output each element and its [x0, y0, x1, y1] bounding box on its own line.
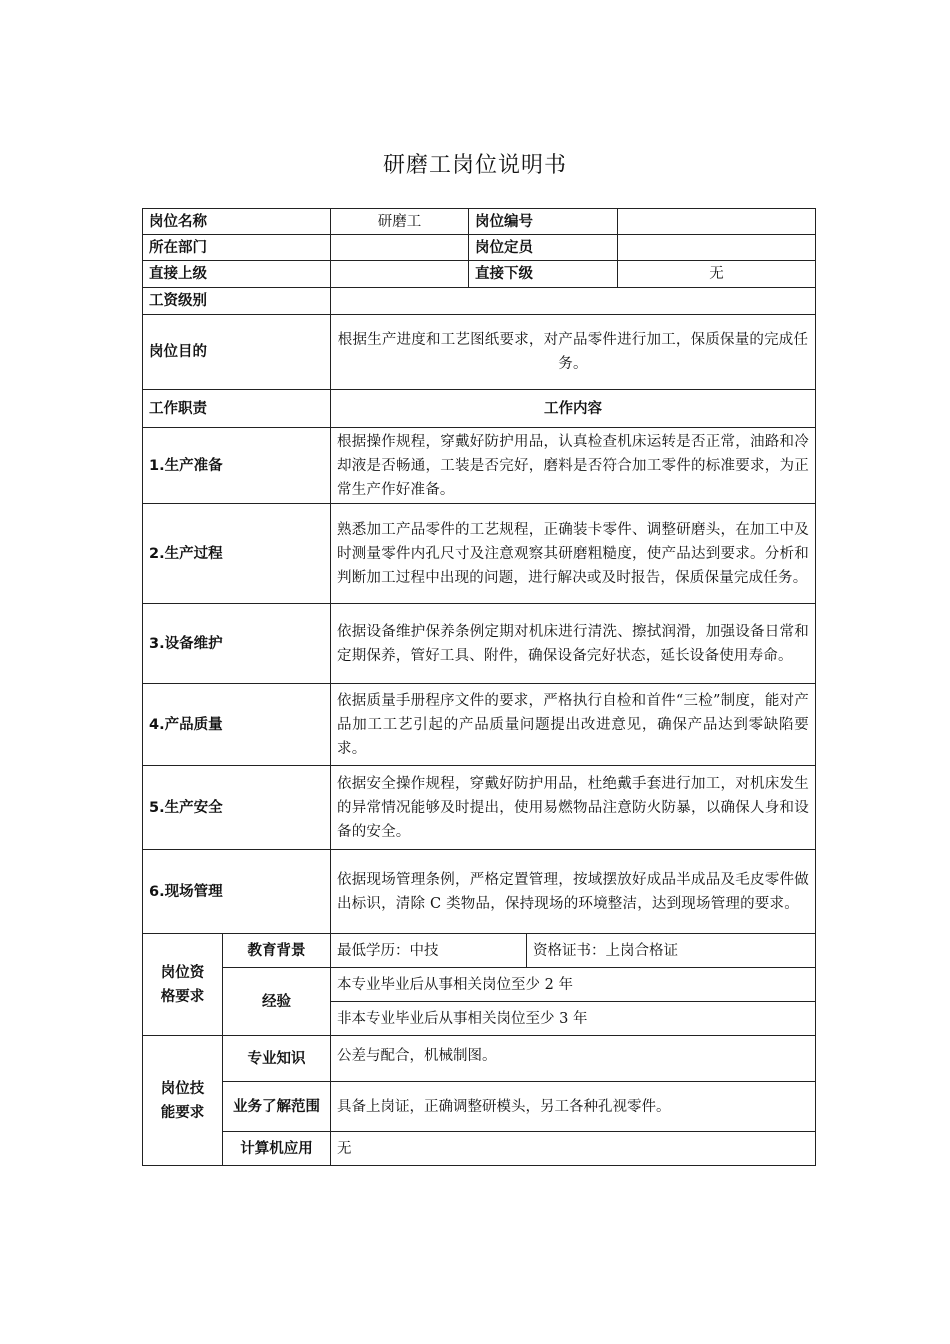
duty-text: 依据现场管理条例，严格定置管理，按域摆放好成品半成品及毛皮零件做出标识，清除 C 类物品，保持现场的环境整洁，达到现场管理的要求。	[331, 850, 816, 934]
certificate-value: 资格证书：上岗合格证	[527, 934, 816, 968]
knowledge-value: 公差与配合，机械制图。	[331, 1036, 816, 1082]
page-title: 研磨工岗位说明书	[382, 153, 567, 178]
purpose-text: 根据生产进度和工艺图纸要求，对产品零件进行加工，保质保量的完成任务。	[331, 315, 816, 390]
duty-row	[143, 604, 816, 684]
row-computer	[143, 1132, 816, 1166]
job-description-table	[142, 208, 816, 1166]
superior-value	[331, 261, 469, 288]
post-name-label: 岗位名称	[143, 209, 331, 235]
post-code-value	[618, 209, 816, 235]
duties-header-left: 工作职责	[143, 390, 331, 428]
duty-text: 熟悉加工产品零件的工艺规程，正确装卡零件、调整研磨头，在加工中及时测量零件内孔尺寸及注意观察其研磨粗糙度，使产品达到要求。分析和判断加工过程中出现的问题，进行解决或及时报告，保质保量完成任务。	[331, 504, 816, 604]
duty-row	[143, 504, 816, 604]
duty-label: 2.生产过程	[143, 504, 331, 604]
education-label: 教育背景	[223, 934, 331, 968]
duty-row	[143, 684, 816, 766]
experience-2: 非本专业毕业后从事相关岗位至少 3 年	[331, 1002, 816, 1036]
duty-text: 依据质量手册程序文件的要求，严格执行自检和首件“三检”制度，能对产品加工工艺引起的产品质量问题提出改进意见，确保产品达到零缺陷要求。	[331, 684, 816, 766]
experience-label: 经验	[223, 968, 331, 1036]
skills-label: 岗位技能要求	[143, 1036, 223, 1166]
knowledge-label: 专业知识	[223, 1036, 331, 1082]
qualification-label: 岗位资格要求	[143, 934, 223, 1036]
row-superior	[143, 261, 816, 288]
salary-value	[331, 288, 816, 315]
row-scope	[143, 1082, 816, 1132]
duty-label: 5.生产安全	[143, 766, 331, 850]
duty-label: 6.现场管理	[143, 850, 331, 934]
purpose-label: 岗位目的	[143, 315, 331, 390]
computer-label: 计算机应用	[223, 1132, 331, 1166]
duty-text: 根据操作规程，穿戴好防护用品，认真检查机床运转是否正常，油路和冷却液是否畅通，工装是否完好，磨料是否符合加工零件的标准要求，为正常生产作好准备。	[331, 428, 816, 504]
salary-label: 工资级别	[143, 288, 331, 315]
scope-value: 具备上岗证，正确调整研模头，另工各种孔视零件。	[331, 1082, 816, 1132]
duty-row	[143, 850, 816, 934]
duty-text: 依据安全操作规程，穿戴好防护用品，杜绝戴手套进行加工，对机床发生的异常情况能够及时提出，使用易燃物品注意防火防暴，以确保人身和设备的安全。	[331, 766, 816, 850]
quota-label: 岗位定员	[469, 235, 618, 261]
computer-value: 无	[331, 1132, 816, 1166]
post-code-label: 岗位编号	[469, 209, 618, 235]
duty-row	[143, 766, 816, 850]
duties-header-right: 工作内容	[331, 390, 816, 428]
row-duties-header	[143, 390, 816, 428]
education-value: 最低学历：中技	[331, 934, 527, 968]
scope-label: 业务了解范围	[223, 1082, 331, 1132]
superior-label: 直接上级	[143, 261, 331, 288]
duty-label: 3.设备维护	[143, 604, 331, 684]
post-name-value: 研磨工	[331, 209, 469, 235]
quota-value	[618, 235, 816, 261]
row-post-name	[143, 209, 816, 235]
duty-row	[143, 428, 816, 504]
subordinate-label: 直接下级	[469, 261, 618, 288]
row-purpose	[143, 315, 816, 390]
row-experience-1	[143, 968, 816, 1002]
duty-label: 4.产品质量	[143, 684, 331, 766]
department-label: 所在部门	[143, 235, 331, 261]
row-salary	[143, 288, 816, 315]
subordinate-value: 无	[618, 261, 816, 288]
experience-1: 本专业毕业后从事相关岗位至少 2 年	[331, 968, 816, 1002]
department-value	[331, 235, 469, 261]
duty-label: 1.生产准备	[143, 428, 331, 504]
row-department	[143, 235, 816, 261]
duty-text: 依据设备维护保养条例定期对机床进行清洗、擦拭润滑，加强设备日常和定期保养，管好工具、附件，确保设备完好状态，延长设备使用寿命。	[331, 604, 816, 684]
row-education	[143, 934, 816, 968]
row-knowledge	[143, 1036, 816, 1082]
